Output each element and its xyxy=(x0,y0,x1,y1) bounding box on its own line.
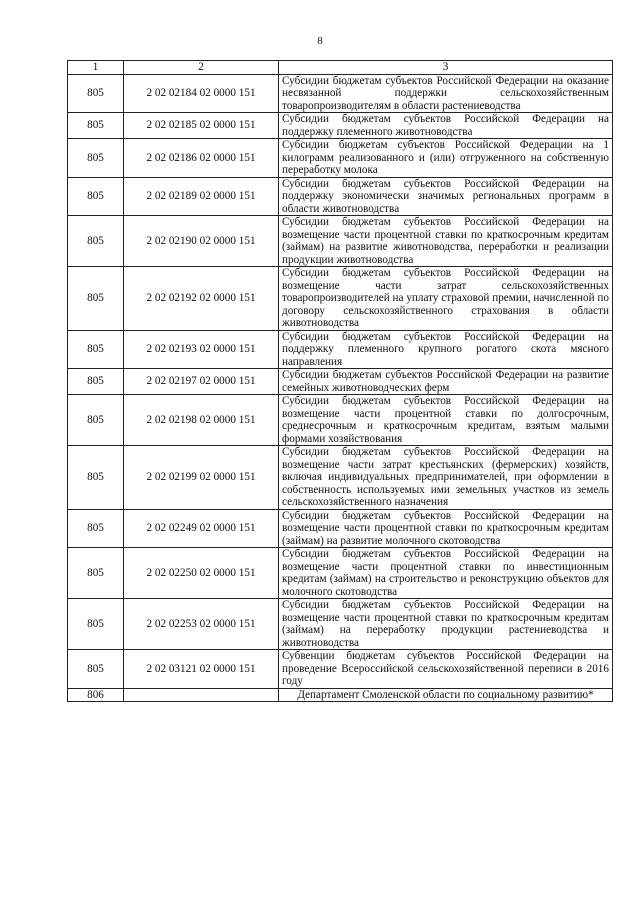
table-row xyxy=(68,395,613,446)
table-row xyxy=(68,267,613,331)
income-code-cell: 2 02 02184 02 0000 151 xyxy=(124,74,279,113)
description-cell: Субсидии бюджетам субъектов Российской Федерации на оказание несвязанной поддержки сельскохозяйственным товаропроизводителям в области растениеводства xyxy=(279,74,613,113)
table-row xyxy=(68,548,613,599)
income-code-cell: 2 02 02199 02 0000 151 xyxy=(124,446,279,510)
department-row xyxy=(68,688,613,702)
income-code-cell: 2 02 02250 02 0000 151 xyxy=(124,548,279,599)
description-cell: Субсидии бюджетам субъектов Российской Федерации на поддержку племенного животноводства xyxy=(279,113,613,139)
income-code-cell: 2 02 03121 02 0000 151 xyxy=(124,650,279,689)
income-code-cell: 2 02 02186 02 0000 151 xyxy=(124,139,279,178)
admin-code-cell: 805 xyxy=(68,216,124,267)
column-header-3: 3 xyxy=(279,61,613,75)
admin-code-cell: 805 xyxy=(68,267,124,331)
table-row xyxy=(68,74,613,113)
income-code-cell: 2 02 02249 02 0000 151 xyxy=(124,509,279,548)
table-row xyxy=(68,509,613,548)
table-row xyxy=(68,216,613,267)
admin-code-cell: 805 xyxy=(68,139,124,178)
income-code-cell xyxy=(124,688,279,702)
table-row xyxy=(68,139,613,178)
admin-code-cell: 805 xyxy=(68,446,124,510)
admin-code-cell: 805 xyxy=(68,330,124,369)
table-header-row xyxy=(68,61,613,75)
description-cell: Субсидии бюджетам субъектов Российской Федерации на возмещение части процентной ставки по краткосрочным кредитам (займам) на развитие животноводства, переработки и реализации продукции животноводства xyxy=(279,216,613,267)
income-code-cell: 2 02 02185 02 0000 151 xyxy=(124,113,279,139)
description-cell: Субсидии бюджетам субъектов Российской Федерации на возмещение части процентной ставки по краткосрочным кредитам (займам) на развитие молочного скотоводства xyxy=(279,509,613,548)
table-row xyxy=(68,650,613,689)
column-header-2: 2 xyxy=(124,61,279,75)
income-code-cell: 2 02 02190 02 0000 151 xyxy=(124,216,279,267)
description-cell: Субсидии бюджетам субъектов Российской Федерации на поддержку племенного крупного рогатого скота мясного направления xyxy=(279,330,613,369)
description-cell: Субсидии бюджетам субъектов Российской Федерации на возмещение части процентной ставки по инвестиционным кредитам (займам) на строительство и реконструкцию объектов для молочного скотоводства xyxy=(279,548,613,599)
admin-code-cell: 805 xyxy=(68,509,124,548)
income-code-cell: 2 02 02189 02 0000 151 xyxy=(124,177,279,216)
table-row xyxy=(68,446,613,510)
description-cell: Субсидии бюджетам субъектов Российской Федерации на 1 килограмм реализованного и (или) отгруженного на собственную переработку молока xyxy=(279,139,613,178)
table-row xyxy=(68,369,613,395)
description-cell: Субсидии бюджетам субъектов Российской Федерации на возмещение части процентной ставки по долгосрочным, среднесрочным и краткосрочным кредитам, взятым малыми формами хозяйствования xyxy=(279,395,613,446)
description-cell: Субсидии бюджетам субъектов Российской Федерации на возмещение части затрат сельскохозяйственных товаропроизводителей на уплату страховой премии, начисленной по договору сельскохозяйственного страхования в области животноводства xyxy=(279,267,613,331)
admin-code-cell: 805 xyxy=(68,369,124,395)
table-row xyxy=(68,599,613,650)
admin-code-cell: 805 xyxy=(68,113,124,139)
income-code-cell: 2 02 02192 02 0000 151 xyxy=(124,267,279,331)
admin-code-cell: 805 xyxy=(68,650,124,689)
page-number: 8 xyxy=(317,35,323,47)
admin-code-cell: 805 xyxy=(68,395,124,446)
income-code-cell: 2 02 02193 02 0000 151 xyxy=(124,330,279,369)
budget-classification-table xyxy=(67,60,613,702)
description-cell: Субвенции бюджетам субъектов Российской Федерации на проведение Всероссийской сельскохозяйственной переписи в 2016 году xyxy=(279,650,613,689)
admin-code-cell: 805 xyxy=(68,599,124,650)
column-header-1: 1 xyxy=(68,61,124,75)
description-cell: Субсидии бюджетам субъектов Российской Федерации на поддержку экономически значимых региональных программ в области животноводства xyxy=(279,177,613,216)
admin-code-cell: 805 xyxy=(68,548,124,599)
admin-code-cell: 805 xyxy=(68,177,124,216)
table-row xyxy=(68,330,613,369)
income-code-cell: 2 02 02197 02 0000 151 xyxy=(124,369,279,395)
table-row xyxy=(68,113,613,139)
admin-code-cell: 805 xyxy=(68,74,124,113)
department-title-cell: Департамент Смоленской области по социальному развитию* xyxy=(279,688,613,702)
table-row xyxy=(68,177,613,216)
admin-code-cell: 806 xyxy=(68,688,124,702)
description-cell: Субсидии бюджетам субъектов Российской Федерации на возмещение части процентной ставки по краткосрочным кредитам (займам) на переработку продукции растениеводства и животноводства xyxy=(279,599,613,650)
income-code-cell: 2 02 02198 02 0000 151 xyxy=(124,395,279,446)
description-cell: Субсидии бюджетам субъектов Российской Федерации на возмещение части затрат крестьянских (фермерских) хозяйств, включая индивидуальных предпринимателей, при оформлении в собственность используемых ими земельных участков из земель сельскохозяйственного назначения xyxy=(279,446,613,510)
income-code-cell: 2 02 02253 02 0000 151 xyxy=(124,599,279,650)
description-cell: Субсидии бюджетам субъектов Российской Федерации на развитие семейных животноводческих ферм xyxy=(279,369,613,395)
